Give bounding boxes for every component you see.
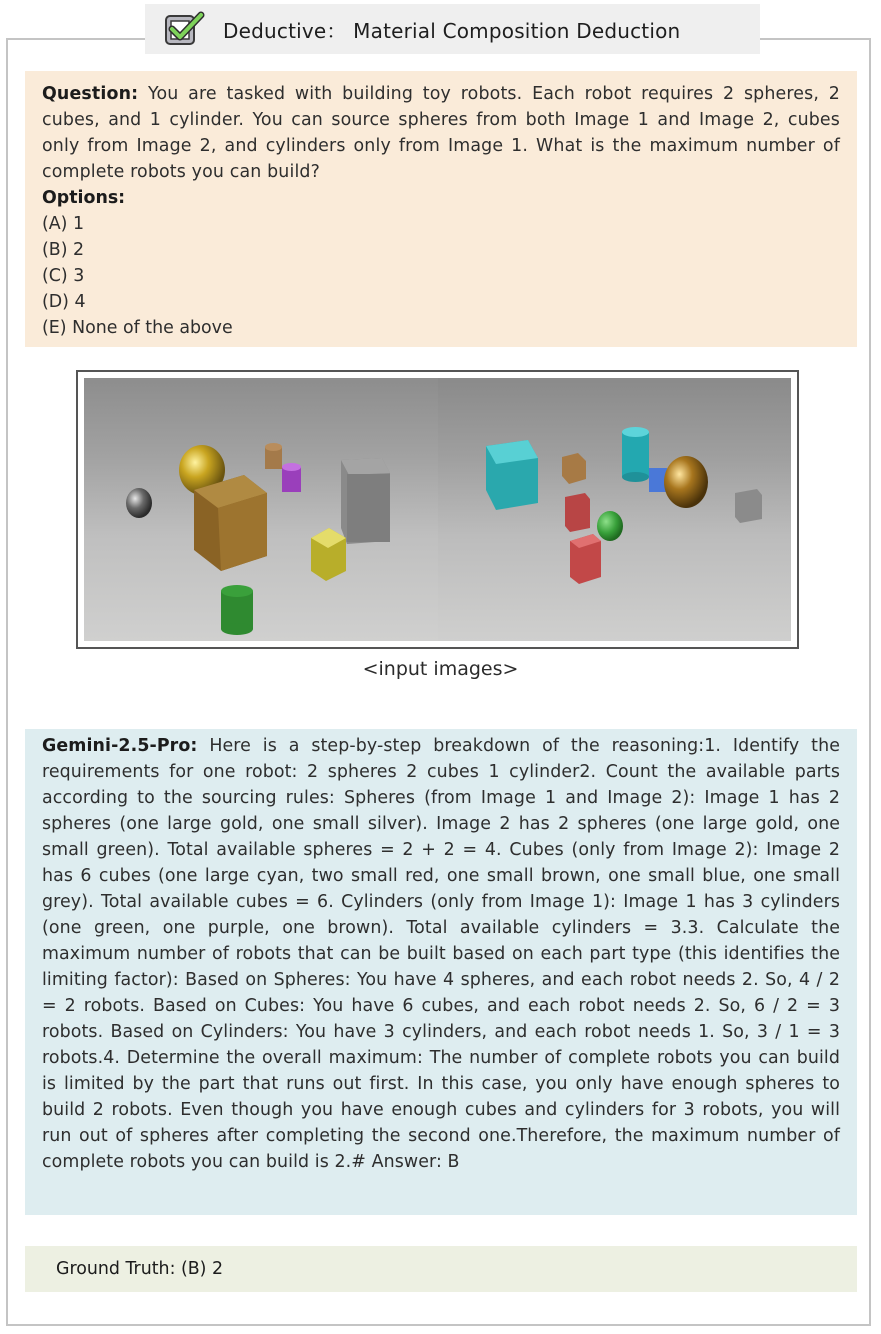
option-c: (C) 3 bbox=[42, 266, 85, 286]
option-b: (B) 2 bbox=[42, 240, 85, 260]
option-d: (D) 4 bbox=[42, 292, 86, 312]
header-tab bbox=[145, 4, 760, 54]
scene-image-2 bbox=[438, 378, 792, 641]
checkbox-checked-icon bbox=[163, 11, 207, 47]
model-response-text: Here is a step-by-step breakdown of the reasoning:1. Identify the requirements for one robot: 2 spheres 2 cubes 1 cylinder2. Count the available parts according to the sourcing rules: Spheres (from Image 1 and Image 2): Image 1 has 2 spheres (one large gold, one small silver). Image 2 has 2 spheres (one large gold, one small green). Total available spheres = 2 + 2 = 4. Cubes (only from Image 2): Image 2 has 6 cubes (one large cyan, two small red, one small brown, one small blue, one small grey). Total available cubes = 6. Cylinders (only from Image 1): Image 1 has 3 cylinders (one green, one purple, one brown). Total available cylinders = 3.3. Calculate the maximum number of robots that can be built based on each part type (this identifies the limiting factor): Based on Spheres: You have 4 spheres, and each robot needs 2. So, 4 / 2 = 2 robots. Based on Cubes: You have 6 cubes, and each robot needs 2. So, 6 / 2 = 3 robots. Based on Cylinders: You have 3 cylinders, and each robot needs 1. So, 3 / 1 = 3 robots.4. Determine the overall maximum: The number of complete robots you can build is limited by the part that runs out first. In this case, you only have enough spheres to build 2 robots. Even though you have enough cubes and cylinders for 3 robots, you will run out of spheres after completing the second one.Therefore, the maximum number of complete robots you can build is 2.# Answer: B bbox=[42, 736, 840, 1172]
scene-image-1 bbox=[84, 378, 438, 641]
question-body: You are tasked with building toy robots. Each robot requires 2 spheres, 2 cubes, and 1 cylinder. You can source spheres from both Image 1 and Image 2, cubes only from Image 2, and cylinders only from Image 1. What is the maximum number of complete robots you can build? bbox=[42, 84, 840, 182]
question-panel bbox=[25, 71, 857, 347]
input-images-frame bbox=[76, 370, 799, 649]
ground-truth-panel bbox=[25, 1246, 857, 1292]
page-title: Deductive： Material Composition Deduction bbox=[223, 18, 681, 43]
images-caption: <input images> bbox=[362, 658, 519, 680]
options-label: Options: bbox=[42, 188, 126, 208]
option-e: (E) None of the above bbox=[42, 318, 233, 338]
ground-truth-text: Ground Truth: (B) 2 bbox=[56, 1259, 224, 1279]
model-response-panel bbox=[25, 729, 857, 1215]
model-label: Gemini-2.5-Pro: bbox=[42, 736, 198, 756]
option-a: (A) 1 bbox=[42, 214, 85, 234]
question-label: Question: bbox=[42, 84, 139, 104]
question-text bbox=[42, 81, 840, 185]
